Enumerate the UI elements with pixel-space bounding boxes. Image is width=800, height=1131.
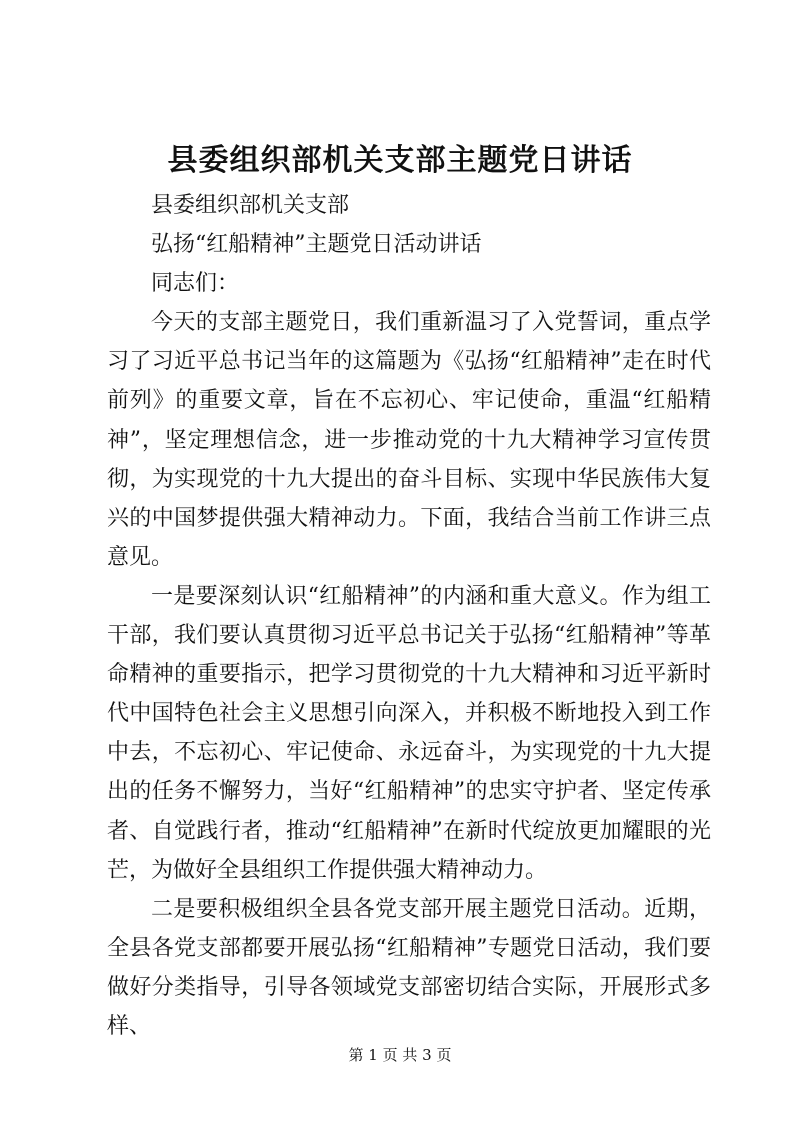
paragraph-salutation: 同志们： (151, 271, 240, 297)
paragraph-point-two: 二是要积极组织全县各党支部开展主题党日活动。近期，全县各党支部都要开展弘扬“红船精神”专题党日活动，我们要做好分类指导，引导各领域党支部密切结合实际，开展形式多样、 (107, 896, 711, 1039)
paragraph-subtitle: 弘扬“红船精神”主题党日活动讲话 (151, 232, 482, 258)
paragraph-organization: 县委组织部机关支部 (151, 193, 350, 218)
paragraph-point-one: 一是要深刻认识“红船精神”的内涵和重大意义。作为组工干部，我们要认真贯彻习近平总书记关于弘扬“红船精神”等革命精神的重要指示，把学习贯彻党的十九大精神和习近平新时代中国特色社会主义思想引向深入，并积极不断地投入到工作中去，不忘初心、牢记使命、永远奋斗，为实现党的十九大提出的任务不懈努力，当好“红船精神”的忠实守护者、坚定传承者、自觉践行者，推动“红船精神”在新时代绽放更加耀眼的光芒，为做好全县组织工作提供强大精神动力。 (107, 583, 711, 883)
document-body (107, 186, 711, 1046)
paragraph-introduction: 今天的支部主题党日，我们重新温习了入党誓词，重点学习了习近平总书记当年的这篇题为《弘扬“红船精神”走在时代前列》的重要文章，旨在不忘初心、牢记使命，重温“红船精神”，坚定理想信念，进一步推动党的十九大精神学习宣传贯彻，为实现党的十九大提出的奋斗目标、实现中华民族伟大复兴的中国梦提供强大精神动力。下面，我结合当前工作讲三点意见。 (107, 310, 711, 570)
page-number-footer: 第 1 页 共 3 页 (348, 1046, 452, 1064)
document-title: 县委组织部机关支部主题党日讲话 (167, 143, 633, 178)
